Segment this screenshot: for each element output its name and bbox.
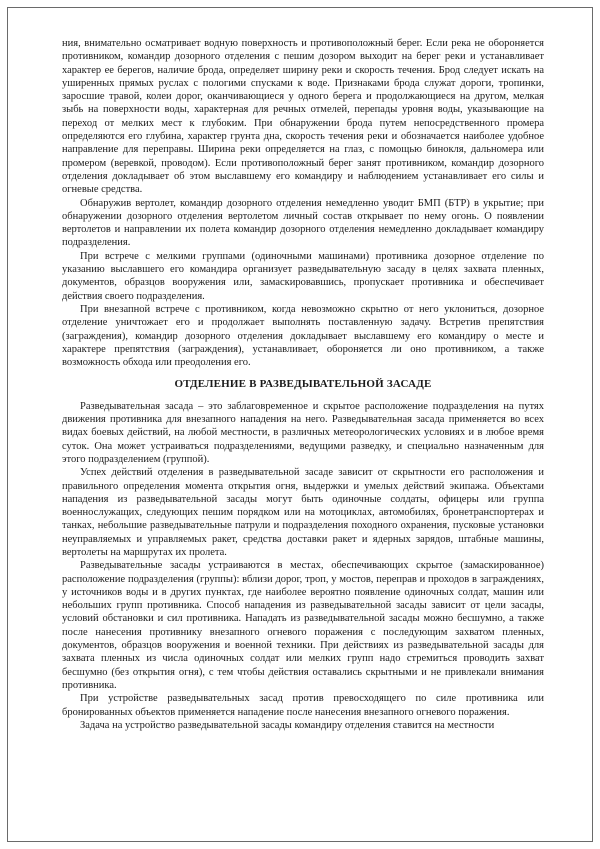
paragraph: При устройстве разведывательных засад против превосходящего по силе противника или бронированных объектов применяется нападение после нанесения внезапного огневого поражения. — [62, 693, 544, 718]
page-content — [62, 37, 544, 732]
paragraph: При встрече с мелкими группами (одиночными машинами) противника дозорное отделение по указанию выславшего его командира организует разведывательную засаду в целях захвата пленных, документов, образцов вооружения или, замаскировавшись, пропускает противника и обеспечивает действия своего подразделения. — [62, 250, 544, 302]
paragraph: При внезапной встрече с противником, когда невозможно скрытно от него уклониться, дозорное отделение уничтожает его и продолжает выполнять поставленную задачу. Встретив препятствия (заграждения), командир дозорного отделения докладывает выславшему его командиру о месте и характере препятствия (заграждения), устанавливает, обороняется ли оно противником, а также возможность обхода или преодоления его. — [62, 303, 544, 369]
section-heading: ОТДЕЛЕНИЕ В РАЗВЕДЫВАТЕЛЬНОЙ ЗАСАДЕ — [174, 378, 432, 391]
paragraph: Разведывательная засада – это заблаговременное и скрытое расположение подразделения на путях движения противника для внезапного нападения на него. Разведывательная засада применяется во всех видах боевых действий, на любой местности, в различных метеорологических условиях и в любое время суток. Она может устраиваться подразделениями, ведущими разведку, и специально назначенным для этого подразделением (группой). — [62, 400, 544, 465]
paragraph: Обнаружив вертолет, командир дозорного отделения немедленно уводит БМП (БТР) в укрытие; при обнаружении дозорного отделения вертолетом личный состав открывает по нему огонь. О появлении вертолетов и направлении их полета командир дозорного отделения немедленно докладывает командиру подразделения. — [62, 197, 544, 249]
paragraph: Задача на устройство разведывательной засады командиру отделения ставится на местности — [80, 719, 495, 731]
paragraph: Успех действий отделения в разведывательной засаде зависит от скрытности его расположения и правильного определения момента открытия огня, выдержки и умелых действий экипажа. Объектами нападения из разведывательной засады могут быть одиночные солдаты, офицеры или группа военнослужащих, следующих пешим порядком или на мотоциклах, автомобилях, бронетранспортерах и танках, небольшие разведывательные патрули и подразделения походного охранения, пусковые установки неуправляемых и управляемых ракет, средства доставки ракет и ядерных зарядов, штабные машины, вертолеты на маршрутах их пролета. — [62, 467, 544, 558]
paragraph: Разведывательные засады устраиваются в местах, обеспечивающих скрытое (замаскированное) расположение подразделения (группы): вблизи дорог, троп, у мостов, переправ и проходов в заграждениях, у источников воды и в других пунктах, где наиболее вероятно появление одиночных солдат, машин или небольших групп противника. Способ нападения из разведывательной засады зависит от цели засады, условий обстановки и сил противника. Нападать из разведывательной засады можно бесшумно, а также после нанесения противнику внезапного огневого поражения с последующим захватом пленных, документов, образцов вооружения и военной техники. При действиях из разведывательной засады для захвата пленных из числа одиночных солдат или мелких групп надо стремиться проводить захват бесшумно (без открытия огня), с тем чтобы действия оставались скрытными и не привлекали внимания противника. — [62, 560, 544, 691]
paragraph: ния, внимательно осматривает водную поверхность и противоположный берег. Если река не обороняется противником, командир дозорного отделения с пешим дозором выходит на берег реки и устанавливает характер ее берегов, наличие брода, определяет ширину реки и скорость течения. Брод следует искать на уширенных прямых руслах с пологими спусками к воде. Признаками брода служат дороги, тропинки, заросшие травой, колеи дорог, оканчивающиеся у одного берега и продолжающиеся на другом, мелкая зыбь на поверхности воды, характерная для речных отмелей, перепады уровня воды, указывающие на переход от мелких мест к глубоким. При обнаружении брода путем непосредственного промера определяются его глубина, характер грунта дна, скорость течения реки и обозначается наиболее удобное направление для переправы. Ширина реки определяется на глаз, с помощью бинокля, дальномера или промером (веревкой, проводом). Если противоположный берег занят противником, командир дозорного отделения докладывает об этом выславшему его командиру и наблюдением устанавливает его силы и огневые средства. — [62, 38, 544, 196]
